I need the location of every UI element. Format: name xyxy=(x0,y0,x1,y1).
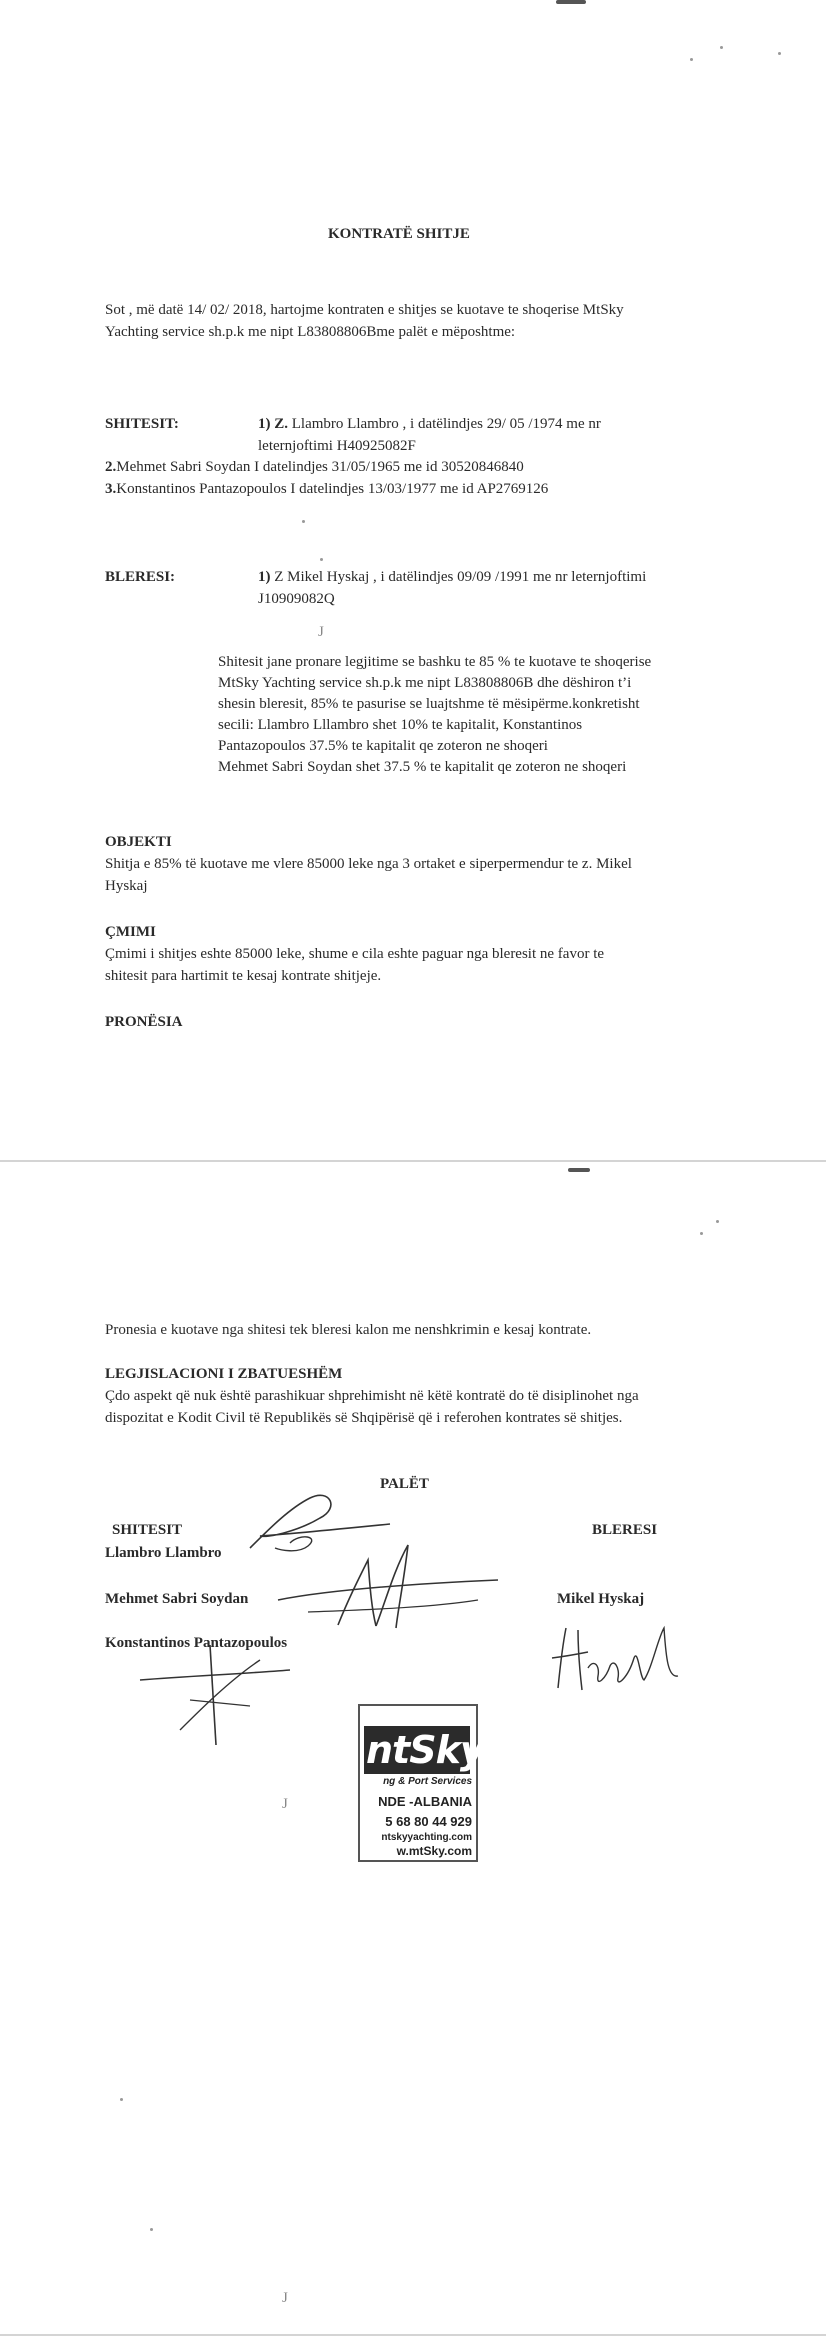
buyer-1-id: J10909082Q xyxy=(258,591,335,607)
buyer-signatory: Mikel Hyskaj xyxy=(557,1591,645,1607)
scan-speck xyxy=(716,1220,719,1223)
scan-speck xyxy=(720,46,723,49)
stamp-phone: 5 68 80 44 929 xyxy=(385,1814,472,1829)
scan-speck xyxy=(700,1232,703,1235)
sellers-heading: SHITESIT xyxy=(112,1522,183,1538)
page-separator xyxy=(0,1160,826,1162)
buyer-1-line xyxy=(258,567,646,588)
scan-speck xyxy=(120,2098,123,2101)
seller-2-signatory: Mehmet Sabri Soydan xyxy=(105,1591,249,1607)
property-heading: PRONËSIA xyxy=(105,1014,183,1030)
scan-mark xyxy=(568,1168,590,1172)
law-line: dispozitat e Kodit Civil të Republikës së Shqipërisë që i referohen kontrates së shitjes. xyxy=(105,1410,623,1426)
seller-3-signatory: Konstantinos Pantazopoulos xyxy=(105,1635,288,1651)
seller-2-line xyxy=(105,457,524,478)
scan-speck xyxy=(690,58,693,61)
price-heading: ÇMIMI xyxy=(105,924,156,940)
seller-1-details: Llambro Llambro , i datëlindjes 29/ 05 /1974 me nr xyxy=(288,416,601,432)
seller-3-line xyxy=(105,479,548,500)
buyer-signature xyxy=(548,1618,698,1698)
law-line: Çdo aspekt që nuk është parashikuar shprehimisht në këtë kontratë do të disiplinohet nga xyxy=(105,1388,639,1404)
seller-1-number: 1) Z. xyxy=(258,416,288,432)
stamp-email: ntskyyachting.com xyxy=(381,1832,472,1843)
object-line: Hyskaj xyxy=(105,878,148,894)
law-heading: LEGJISLACIONI I ZBATUESHËM xyxy=(105,1366,343,1382)
stamp-location: NDE -ALBANIA xyxy=(378,1794,472,1809)
ownership-line: Mehmet Sabri Soydan shet 37.5 % te kapitalit qe zoteron ne shoqeri xyxy=(218,759,627,775)
buyer-1-details: Z Mikel Hyskaj , i datëlindjes 09/09 /1991 me nr leternjoftimi xyxy=(270,569,647,585)
ownership-line: MtSky Yachting service sh.p.k me nipt L83808806B dhe dëshiron t’i xyxy=(218,675,632,691)
scan-speck xyxy=(320,558,323,561)
seller-3-signature xyxy=(130,1640,300,1750)
scan-speck xyxy=(302,520,305,523)
margin-mark: J xyxy=(318,624,324,640)
object-line: Shitja e 85% të kuotave me vlere 85000 leke nga 3 ortaket e siperpermendur te z. Mikel xyxy=(105,856,632,872)
company-stamp xyxy=(358,1704,484,1862)
scan-mark xyxy=(556,0,586,4)
ownership-paragraph xyxy=(218,652,710,778)
sellers-label: SHITESIT: xyxy=(105,416,179,432)
stamp-logo xyxy=(364,1726,484,1774)
document-title: KONTRATË SHITJE xyxy=(328,226,470,242)
seller-1-id: leternjoftimi H40925082F xyxy=(258,438,416,454)
intro-line: Yachting service sh.p.k me nipt L83808806Bme palët e mëposhtme: xyxy=(105,324,516,340)
ownership-line: shesin bleresit, 85% te pasurise se luajtshme të mësipërme.konkretisht xyxy=(218,696,640,712)
seller-1-line xyxy=(258,414,601,435)
price-line: shitesit para hartimit te kesaj kontrate shitjeje. xyxy=(105,968,382,984)
ownership-line: Pantazopoulos 37.5% te kapitalit qe zoteron ne shoqeri xyxy=(218,738,548,754)
seller-3-number: 3. xyxy=(105,481,117,497)
scan-speck xyxy=(778,52,781,55)
stamp-logo-text: ntSky xyxy=(366,1728,484,1772)
seller-2-signature xyxy=(268,1540,508,1630)
ownership-line: Shitesit jane pronare legjitime se bashku te 85 % te kuotave te shoqerise xyxy=(218,654,652,670)
buyers-heading: BLERESI xyxy=(592,1522,658,1538)
parties-heading: PALËT xyxy=(380,1476,429,1492)
seller-3-details: Konstantinos Pantazopoulos I datelindjes 13/03/1977 me id AP2769126 xyxy=(116,481,549,497)
seller-2-number: 2. xyxy=(105,459,117,475)
seller-1-signatory: Llambro Llambro xyxy=(105,1545,222,1561)
seller-2-details: Mehmet Sabri Soydan I datelindjes 31/05/1965 me id 30520846840 xyxy=(116,459,524,475)
page-separator xyxy=(0,2334,826,2336)
margin-mark: J xyxy=(282,1796,288,1812)
buyers-label: BLERESI: xyxy=(105,569,176,585)
price-line: Çmimi i shitjes eshte 85000 leke, shume e cila eshte paguar nga bleresit ne favor te xyxy=(105,946,605,962)
buyer-1-number: 1) xyxy=(258,569,271,585)
stamp-services: ng & Port Services xyxy=(383,1776,472,1787)
scan-speck xyxy=(150,2228,153,2231)
margin-mark: J xyxy=(282,2290,288,2306)
ownership-line: secili: Llambro Lllambro shet 10% te kapitalit, Konstantinos xyxy=(218,717,583,733)
property-text: Pronesia e kuotave nga shitesi tek bleresi kalon me nenshkrimin e kesaj kontrate. xyxy=(105,1322,592,1338)
object-heading: OBJEKTI xyxy=(105,834,172,850)
intro-line: Sot , më datë 14/ 02/ 2018, hartojme kontraten e shitjes se kuotave te shoqerise MtSky xyxy=(105,302,624,318)
stamp-website: w.mtSky.com xyxy=(396,1844,472,1858)
